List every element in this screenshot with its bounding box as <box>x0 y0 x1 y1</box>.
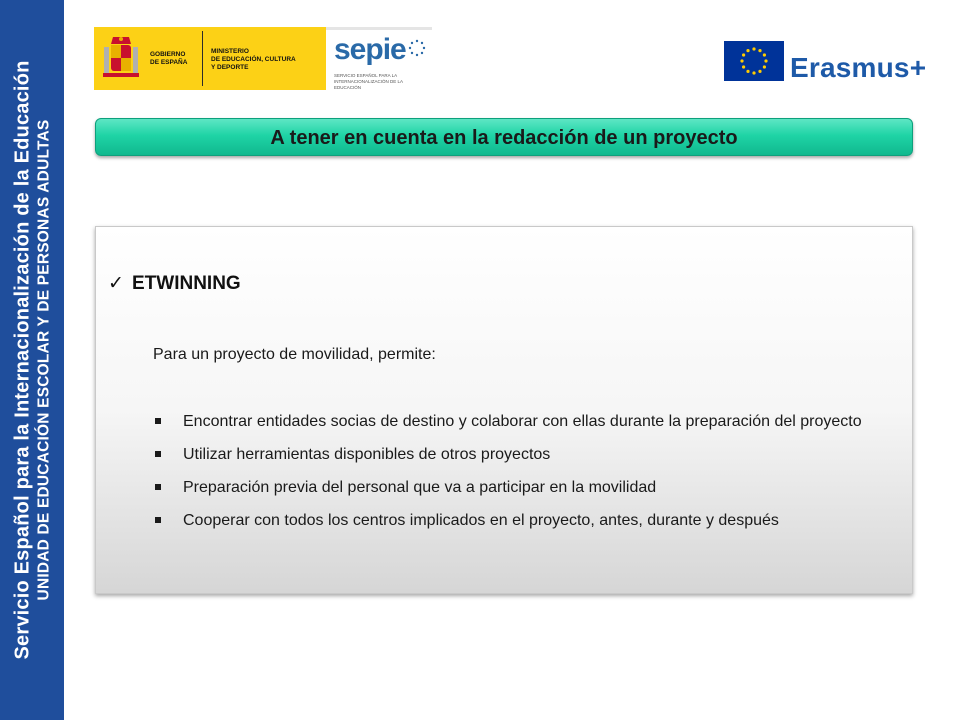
list-item <box>153 476 901 499</box>
section-heading-label: ETWINNING <box>132 273 241 294</box>
square-bullet-icon <box>155 418 161 424</box>
coat-of-arms-icon <box>103 35 139 81</box>
list-item <box>153 443 901 466</box>
side-subtitle: UNIDAD DE EDUCACIÓN ESCOLAR Y DE PERSONAS ADULTAS <box>35 119 53 601</box>
side-band <box>0 0 64 720</box>
side-text <box>11 0 54 720</box>
logo-divider <box>202 31 203 86</box>
list-item-text: Cooperar con todos los centros implicados en el proyecto, antes, durante y después <box>183 512 779 529</box>
list-item-text: Encontrar entidades socias de destino y colaborar con ellas durante la preparación del proyecto <box>183 413 862 430</box>
sepie-wordmark: sepie <box>334 33 406 66</box>
list-item-text: Preparación previa del personal que va a participar en la movilidad <box>183 479 657 496</box>
title-bar <box>95 118 913 156</box>
list-item <box>153 410 901 433</box>
erasmus-logo-text: Erasmus+ <box>790 52 927 83</box>
sepie-top-bar <box>326 27 432 30</box>
checkmark-icon: ✓ <box>108 273 124 294</box>
square-bullet-icon <box>155 517 161 523</box>
intro-text: Para un proyecto de movilidad, permite: <box>153 346 436 363</box>
gov-label: GOBIERNO DE ESPAÑA <box>150 51 188 66</box>
side-title: Servicio Español para la Internacionalización de la Educación <box>11 60 34 660</box>
sepie-subtitle: SERVICIO ESPAÑOL PARA LA INTERNACIONALIZACIÓN DE LA EDUCACIÓN <box>334 73 403 90</box>
sepie-logo <box>326 27 432 90</box>
eu-flag-icon <box>724 41 784 81</box>
government-logo <box>94 27 326 90</box>
square-bullet-icon <box>155 451 161 457</box>
square-bullet-icon <box>155 484 161 490</box>
bullet-list <box>153 410 901 542</box>
page-title: A tener en cuenta en la redacción de un proyecto <box>270 127 738 149</box>
sepie-stars-icon <box>408 39 426 57</box>
list-item <box>153 509 901 532</box>
section-heading <box>108 272 241 295</box>
ministry-label: MINISTERIO DE EDUCACIÓN, CULTURA Y DEPORTE <box>211 48 296 71</box>
list-item-text: Utilizar herramientas disponibles de otros proyectos <box>183 446 551 463</box>
